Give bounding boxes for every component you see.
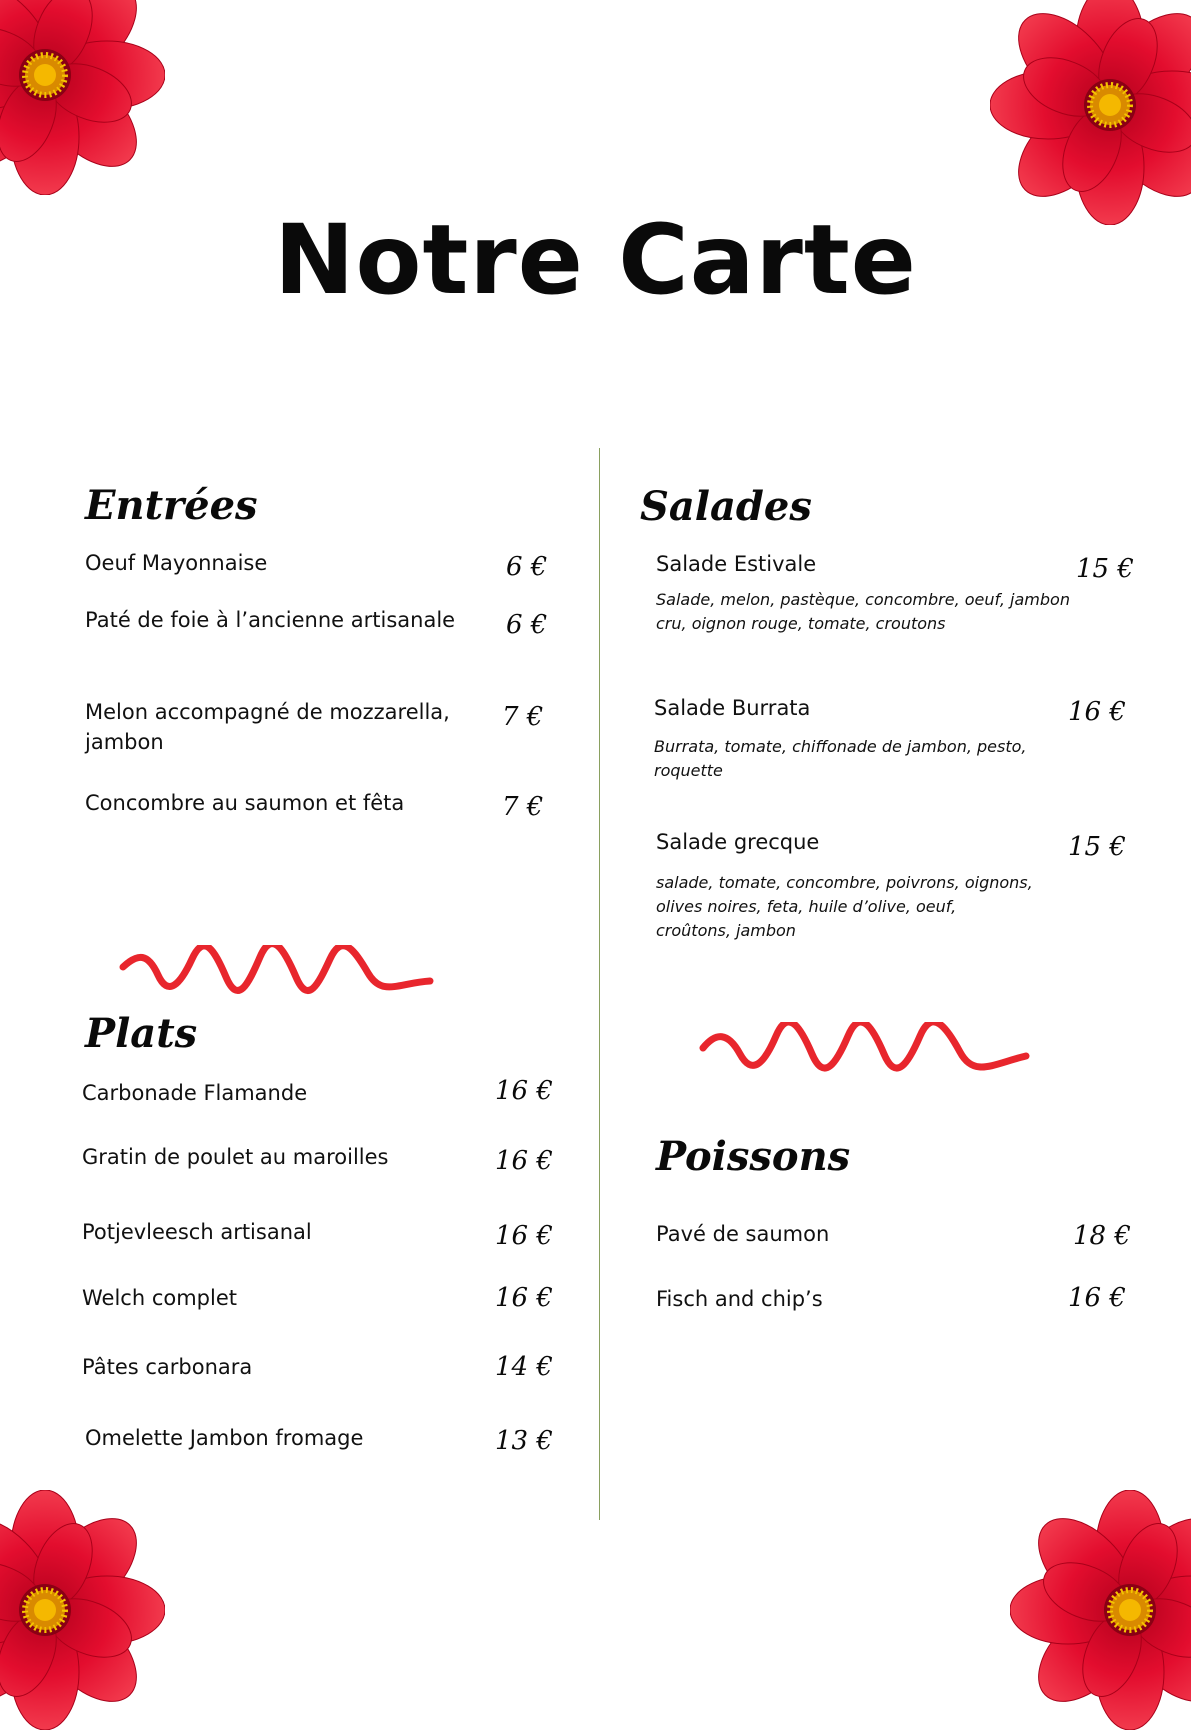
plat-item-price: 16 €	[495, 1283, 553, 1313]
salade-item-description: Burrata, tomate, chiffonade de jambon, pesto, roquette	[654, 737, 1027, 780]
entree-item-price: 6 €	[506, 552, 548, 582]
column-divider	[599, 448, 600, 1520]
plat-item-name: Pâtes carbonara	[82, 1355, 253, 1379]
salade-item-price: 15 €	[1068, 832, 1126, 862]
entree-item-name: Oeuf Mayonnaise	[85, 551, 268, 575]
entree-item-name: Concombre au saumon et fêta	[85, 791, 405, 815]
entree-item-name: Paté de foie à l’ancienne artisanale	[85, 608, 456, 632]
entree-item-price: 6 €	[506, 610, 548, 640]
salade-item-price: 16 €	[1068, 697, 1126, 727]
salade-item-name: Salade grecque	[656, 830, 820, 854]
red-squiggle-icon	[118, 945, 438, 995]
salade-item-price: 15 €	[1076, 554, 1134, 584]
flower-top-right-icon	[990, 0, 1191, 225]
plat-item-name: Potjevleesch artisanal	[82, 1220, 312, 1244]
section-heading-poissons: Poissons	[656, 1133, 851, 1180]
salade-item-description: salade, tomate, concombre, poivrons, oignons, olives noires, feta, huile d’olive, oeuf, croûtons, jambon	[656, 873, 1033, 940]
section-heading-salades: Salades	[640, 483, 812, 530]
plat-item-name: Carbonade Flamande	[82, 1081, 308, 1105]
flower-bottom-left-icon	[0, 1490, 165, 1730]
plat-item-price: 16 €	[495, 1146, 553, 1176]
poisson-item-name: Fisch and chip’s	[656, 1287, 823, 1311]
red-squiggle-icon	[698, 1022, 1033, 1074]
salade-item-name: Salade Burrata	[654, 696, 811, 720]
plat-item-price: 16 €	[495, 1221, 553, 1251]
poisson-item-name: Pavé de saumon	[656, 1222, 830, 1246]
plat-item-price: 14 €	[495, 1352, 553, 1382]
section-heading-entrees: Entrées	[85, 482, 258, 529]
entree-item-price: 7 €	[502, 792, 544, 822]
plat-item-name: Gratin de poulet au maroilles	[82, 1145, 389, 1169]
flower-bottom-right-icon	[1010, 1490, 1191, 1730]
salade-item-description: Salade, melon, pastèque, concombre, oeuf, jambon cru, oignon rouge, tomate, croutons	[656, 590, 1070, 633]
entree-item-price: 7 €	[502, 702, 544, 732]
entree-item-name: Melon accompagné de mozzarella, jambon	[85, 700, 450, 754]
section-heading-plats: Plats	[85, 1010, 198, 1057]
poisson-item-price: 18 €	[1073, 1221, 1131, 1251]
page-title: Notre Carte	[274, 204, 917, 316]
plat-item-price: 13 €	[495, 1426, 553, 1456]
plat-item-price: 16 €	[495, 1076, 553, 1106]
poisson-item-price: 16 €	[1068, 1283, 1126, 1313]
salade-item-name: Salade Estivale	[656, 552, 817, 576]
plat-item-name: Omelette Jambon fromage	[85, 1426, 364, 1450]
flower-top-left-icon	[0, 0, 165, 195]
plat-item-name: Welch complet	[82, 1286, 237, 1310]
